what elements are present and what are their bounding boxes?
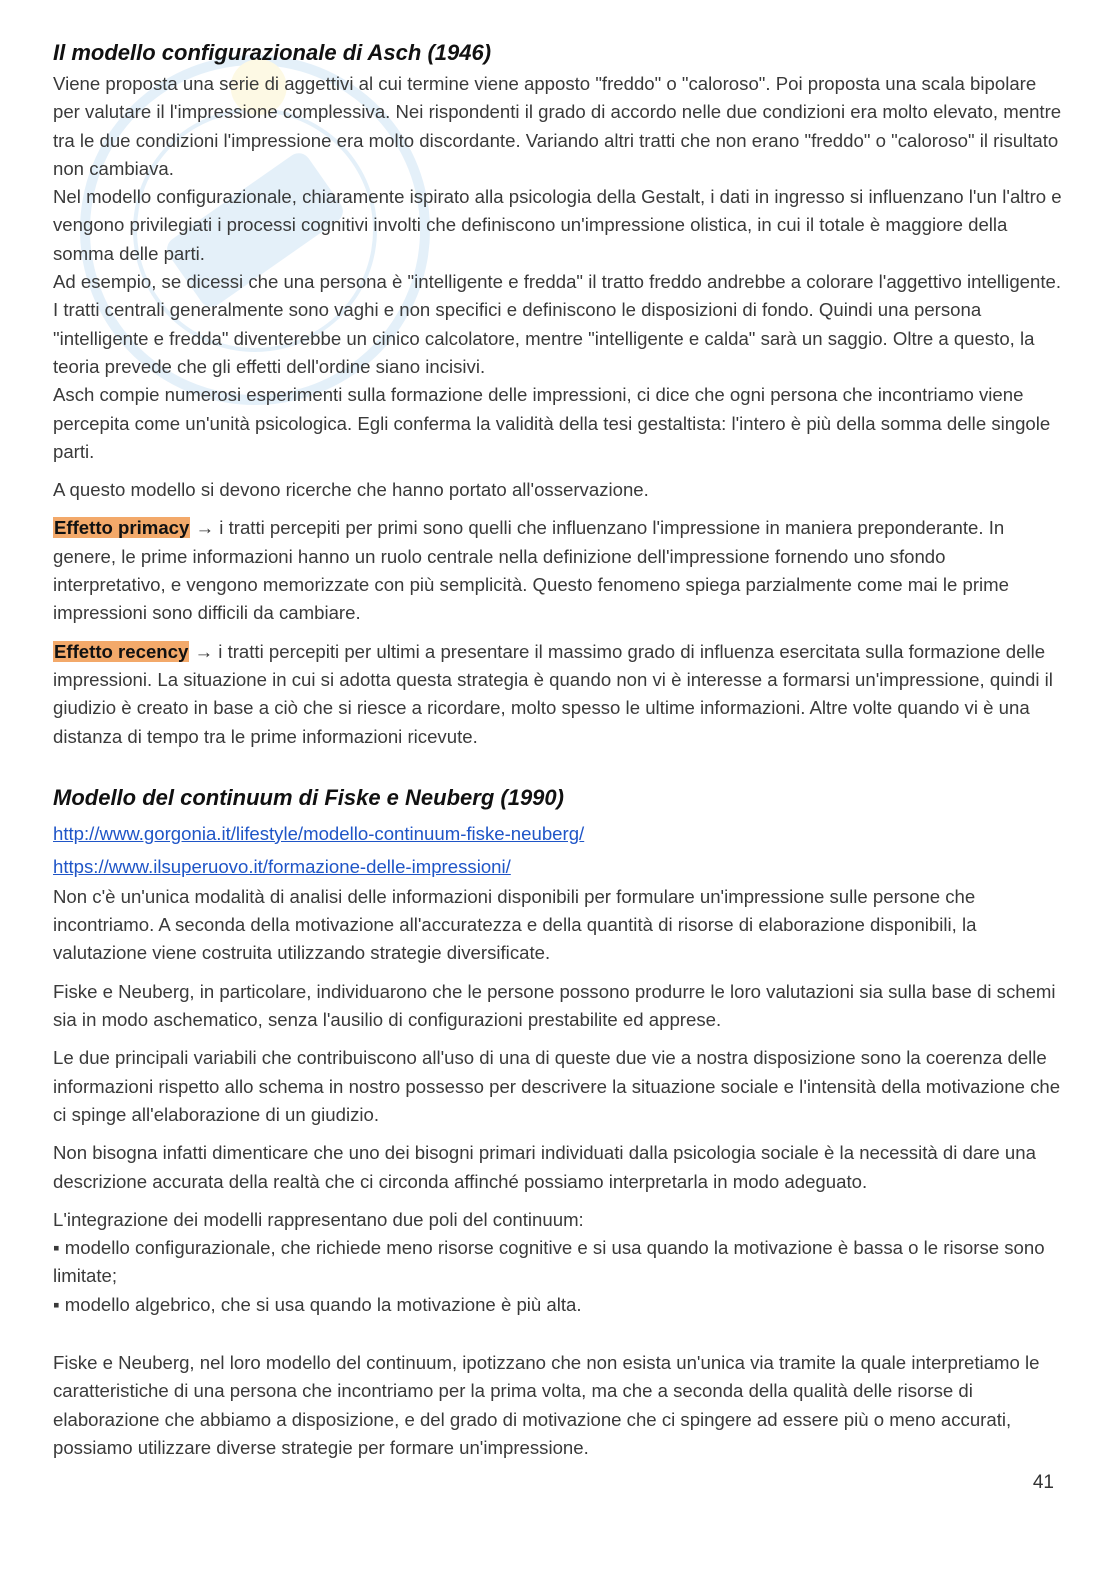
document-page [53,38,1063,1462]
paragraph-asch-intro-2: Nel modello configurazionale, chiaramente ispirato alla psicologia della Gestalt, i dati in ingresso si influenzano l'un l'altro e vengono privilegiati i processi cognitivi involti che definiscono un'impressione olistica, in cui il totale è maggiore della somma delle parti. [53,186,1062,264]
link-gorgonia[interactable]: http://www.gorgonia.it/lifestyle/modello-continuum-fiske-neuberg/ [53,822,585,844]
bullet-algebraic: ▪ modello algebrico, che si usa quando la motivazione è più alta. [53,1293,582,1315]
page-number: 41 [1032,1472,1054,1493]
highlight-recency-term: Effetto recency [54,640,189,662]
recency-text: → i tratti percepiti per ultimi a presentare il massimo grado di influenza esercitata sulla formazione delle impressioni. La situazione in cui si adotta questa strategia è quando non vi è interesse a formarsi un'impressione, quindi il giudizio è creato in base a ciò che si riesce a ricordare, molto spesso le ultime informazioni. Altre volte quando vi è una distanza di tempo tra le prime informazioni ricevute. [53,640,1053,747]
paragraph-recency [53,638,1063,751]
link-ilsuperuovo[interactable]: https://www.ilsuperuovo.it/formazione-delle-impressioni/ [53,855,511,877]
highlight-primacy-term: Effetto primacy [54,517,190,539]
paragraph-fiske-3: Le due principali variabili che contribuiscono all'uso di una di queste due vie a nostra disposizione sono la coerenza delle informazioni rispetto allo schema in nostro possesso per descrivere la situazione sociale e l'intensità della motivazione che ci spinge all'elaborazione di un giudizio. [53,1047,1061,1125]
paragraph-closing: Fiske e Neuberg, nel loro modello del continuum, ipotizzano che non esista un'unica via tramite la quale interpretiamo le caratteristiche di una persona che incontriamo per la prima volta, ma che a seconda della qualità delle risorse di elaborazione che abbiamo a disposizione, e del grado di motivazione che ci spingere ad essere più o meno accurati, possiamo utilizzare diverse strategie per formare un'impressione. [53,1351,1040,1458]
integration-intro: L'integrazione dei modelli rappresentano due poli del continuum: [53,1208,584,1230]
paragraph-asch-intro-3: Ad esempio, se dicessi che una persona è "intelligente e fredda" il tratto freddo andrebbe a colorare l'aggettivo intelligente. I tratti centrali generalmente sono vaghi e non specifici e definiscono le disposizioni di fondo. Quindi una persona "intelligente e fredda" diventerebbe un cinico calcolatore, mentre "intelligente e calda" sarà un saggio. Oltre a questo, la teoria prevede che gli effetti dell'ordine siano incisivi. [53,271,1062,377]
paragraph-asch-intro-1: Viene proposta una serie di aggettivi al cui termine viene apposto "freddo" o "caloroso". Poi proposta una scala bipolare per valutare il l'impressione complessiva. Nei rispondenti il grado di accordo nelle due condizioni era molto elevato, mentre tra le due condizioni l'impressione era molto discordante. Variando altri tratti che non erano "freddo" o "caloroso" il risultato non cambiava. [53,73,1062,179]
paragraph-integration [53,1206,1063,1319]
paragraph-fiske-4: Non bisogna infatti dimenticare che uno dei bisogni primari individuati dalla psicologia sociale è la necessità di dare una descrizione accurata della realtà che ci circonda affinché possiamo interpretarla in modo adeguato. [53,1142,1036,1192]
section-title-asch: Il modello configurazionale di Asch (1946) [53,40,492,65]
paragraph-fiske-2: Fiske e Neuberg, in particolare, individuarono che le persone possono produrre le loro valutazioni sia sulla base di schemi sia in modo aschematico, senza l'ausilio di configurazioni prestabilite ed apprese. [53,980,1056,1031]
section-title-fiske-neuberg: Modello del continuum di Fiske e Neuberg (1990) [53,784,564,810]
paragraph-primacy [53,514,1063,627]
paragraph-asch-intro-4: Asch compie numerosi esperimenti sulla formazione delle impressioni, ci dice che ogni persona che incontriamo viene percepita come un'unità psicologica. Egli conferma la validità della tesi gestaltista: l'intero è più della somma delle singole parti. [53,384,1051,462]
bullet-configurational: ▪ modello configurazionale, che richiede meno risorse cognitive e si usa quando la motivazione è bassa o le risorse sono limitate; [53,1237,1045,1287]
paragraph-research: A questo modello si devono ricerche che hanno portato all'osservazione. [53,479,649,501]
paragraph-fiske-1: Non c'è un'unica modalità di analisi delle informazioni disponibili per formulare un'impressione sulle persone che incontriamo. A seconda della motivazione all'accuratezza e della quantità di risorse di elaborazione disponibili, la valutazione viene costruita utilizzando strategie diversificate. [53,885,977,964]
primacy-text: → i tratti percepiti per primi sono quelli che influenzano l'impressione in maniera preponderante. In genere, le prime informazioni hanno un ruolo centrale nella definizione dell'impressione fornendo uno sfondo interpretativo, e vengono memorizzate con più semplicità. Questo fenomeno spiega parzialmente come mai le prime impressioni sono difficili da cambiare. [53,517,1009,624]
